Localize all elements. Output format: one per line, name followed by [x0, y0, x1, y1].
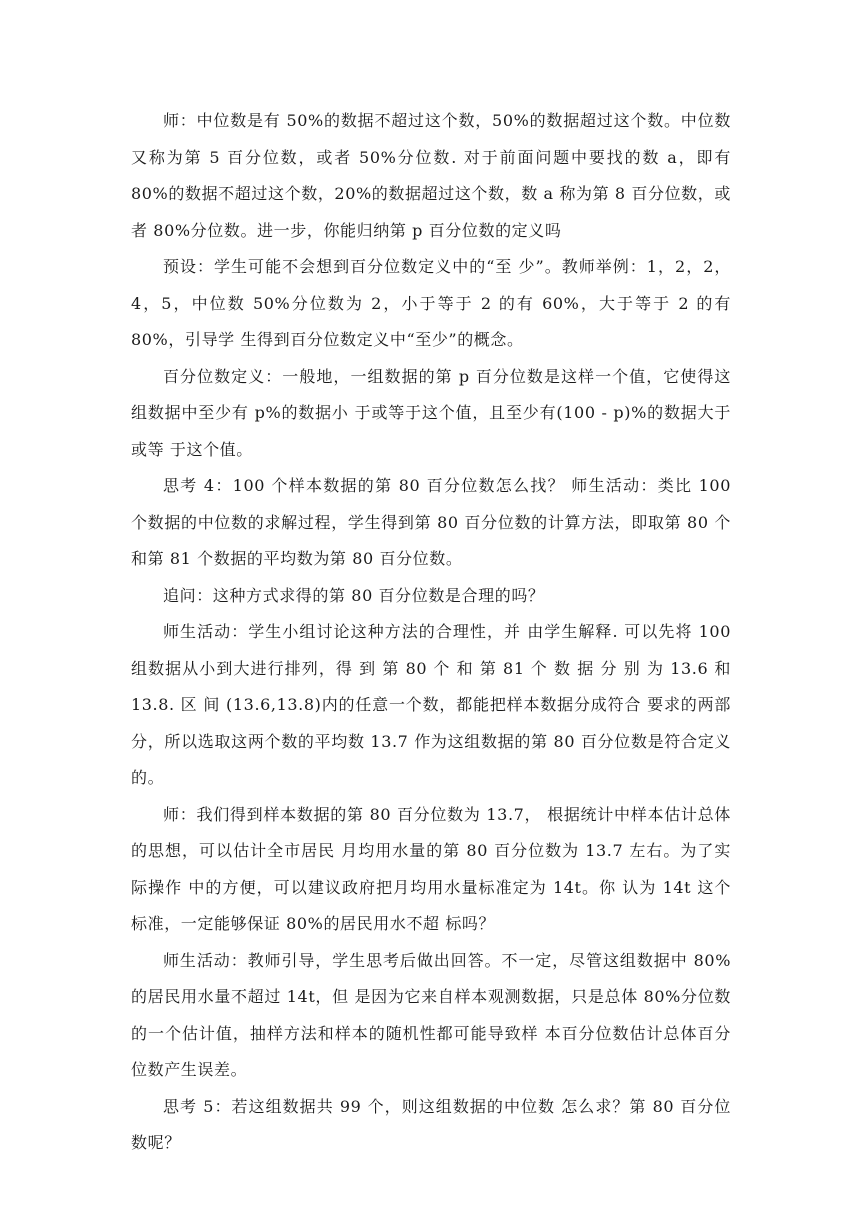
paragraph-preset-example: 预设：学生可能不会想到百分位数定义中的“至 少”。教师举例：1，2，2，4，5，中位数 50%分位数为 2，小于等于 2 的有 60%，大于等于 2 的有 80%，引导学 生得到百分位数定义中“至少”的概念。 [131, 257, 731, 349]
paragraph-teacher-guidance: 师生活动：教师引导，学生思考后做出回答。不一定，尽管这组数据中 80%的居民用水量不超过 14t，但 是因为它来自样本观测数据，只是总体 80%分位数的一个估计值，抽样方法和样本的随机性都可能导致样 本百分位数估计总体百分位数产生误差。 [131, 950, 731, 1079]
paragraph-think-4: 思考 4：100 个样本数据的第 80 百分位数怎么找？ 师生活动：类比 100 个数据的中位数的求解过程，学生得到第 80 百分位数的计算方法，即取第 80 个和第 81 个数据的平均数为第 80 百分位数。 [131, 476, 731, 568]
paragraph-teacher-estimate: 师：我们得到样本数据的第 80 百分位数为 13.7， 根据统计中样本估计总体的思想，可以估计全市居民 月均用水量的第 80 百分位数为 13.7 左右。为了实际操作 中的方便，可以建议政府把月均用水量标准定为 14t。你 认为 14t 这个标准，一定能够保证 80%的居民用水不超 标吗？ [131, 804, 731, 933]
paragraph-follow-up-question: 追问：这种方式求得的第 80 百分位数是合理的吗？ [163, 585, 545, 605]
document-body [131, 103, 731, 1162]
paragraph-median-definition: 师：中位数是有 50%的数据不超过这个数，50%的数据超过这个数。中位数又称为第 5 百分位数，或者 50%分位数. 对于前面问题中要找的数 a，即有 80%的数据不超过这个数，20%的数据超过这个数，数 a 称为第 8 百分位数，或者 80%分位数。进一步，你能归纳第 p 百分位数的定义吗 [131, 111, 731, 240]
paragraph-group-discussion: 师生活动：学生小组讨论这种方法的合理性，并 由学生解释. 可以先将 100 组数据从小到大进行排列，得 到 第 80 个 和 第 81 个 数 据 分 别 为 13.6 和 13.8. 区 间 (13.6,13.8)内的任意一个数，都能把样本数据分成符合 要求的两部分，所以选取这两个数的平均数 13.7 作为这组数据的第 80 百分位数是符合定义的。 [131, 622, 731, 787]
paragraph-percentile-definition: 百分位数定义：一般地，一组数据的第 p 百分位数是这样一个值，它使得这组数据中至少有 p%的数据小 于或等于这个值，且至少有(100 - p)%的数据大于或等 于这个值。 [131, 366, 731, 459]
paragraph-think-5: 思考 5：若这组数据共 99 个，则这组数据的中位数 怎么求？第 80 百分位数呢？ [131, 1096, 731, 1152]
